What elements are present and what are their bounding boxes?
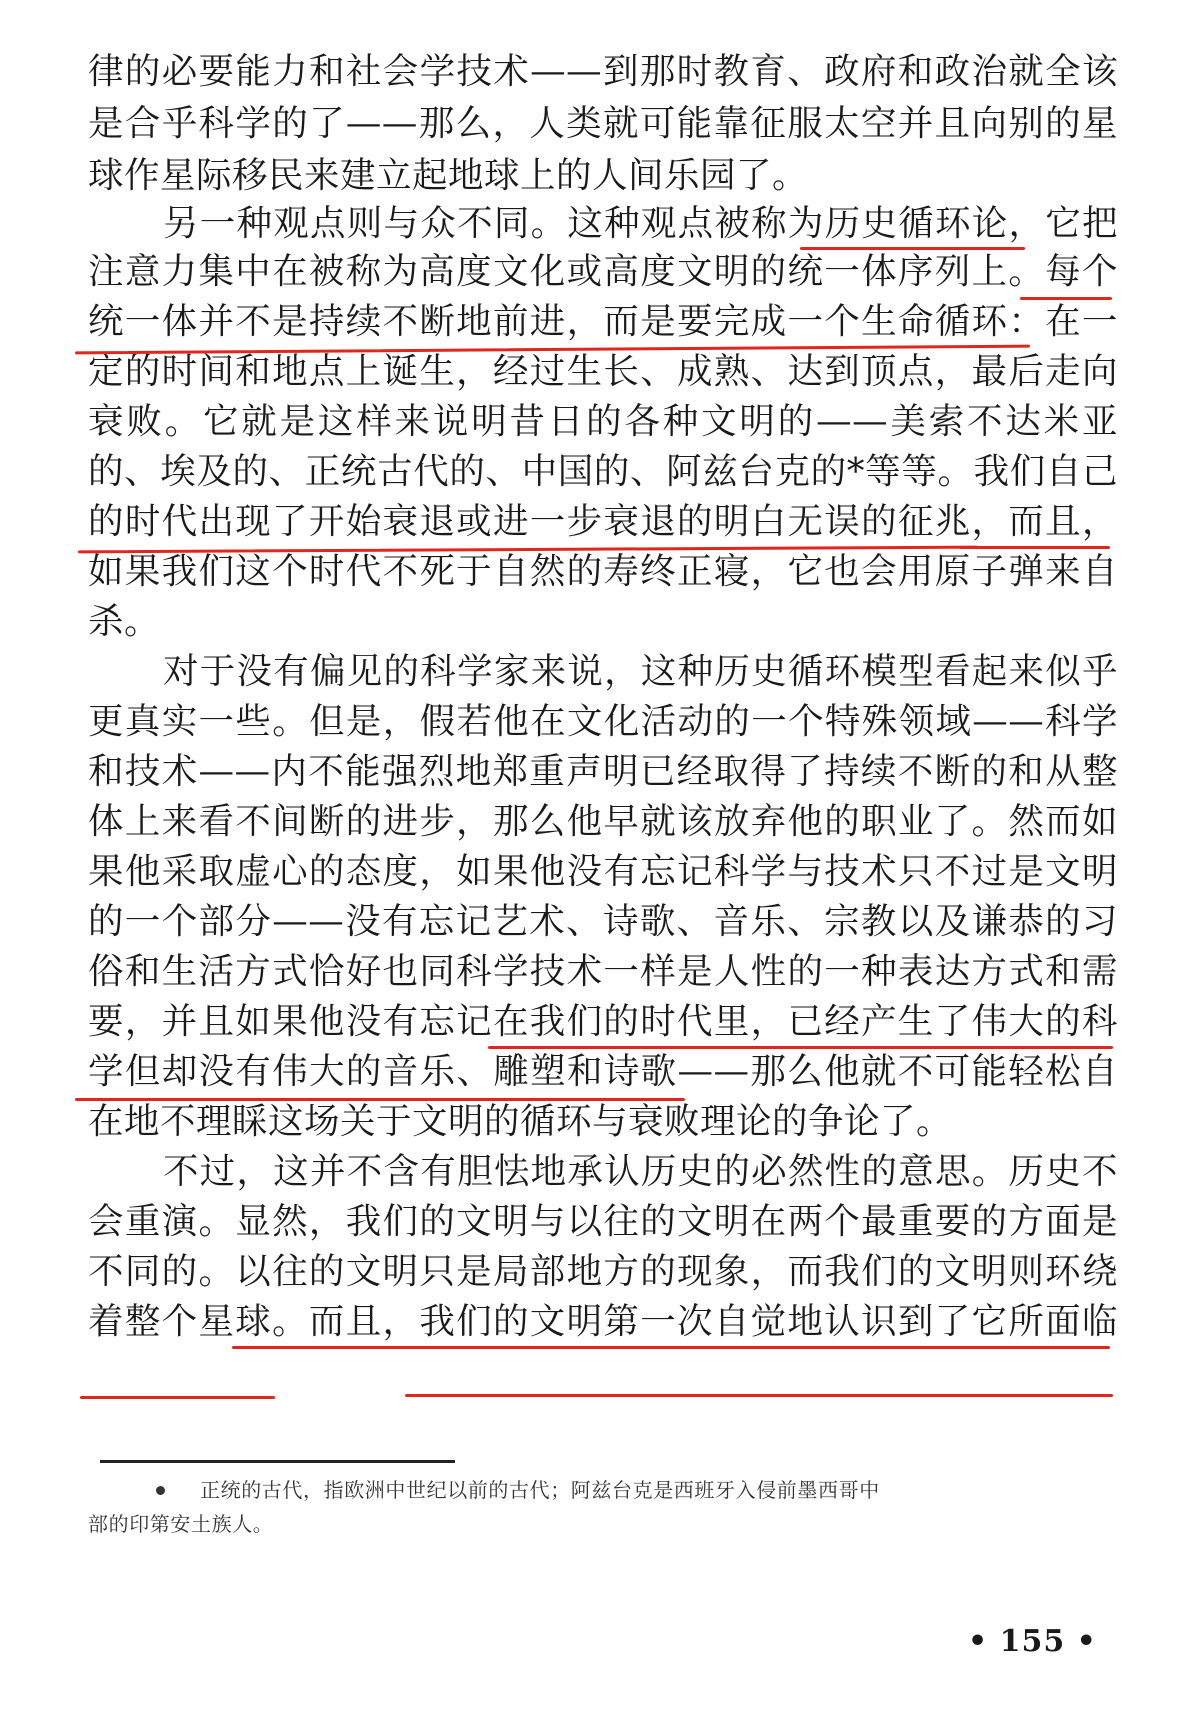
paragraph-first-line: 另一种观点则与众不同。这种观点被称为历史循环论，它把 — [163, 203, 1118, 244]
red-underline — [80, 1396, 275, 1399]
red-underline — [232, 1346, 1110, 1349]
page-number: • 155 • — [968, 1624, 1097, 1659]
text-line: 统一体并不是持续不断地前进，而是要完成一个生命循环：在一 — [88, 301, 1118, 342]
text-line: 不同的。以往的文明只是局部地方的现象，而我们的文明则环绕 — [88, 1251, 1118, 1292]
text-line: 果他采取虚心的态度，如果他没有忘记科学与技术只不过是文明 — [88, 851, 1118, 892]
text-line: 着整个星球。而且，我们的文明第一次自觉地认识到了它所面临 — [88, 1301, 1118, 1342]
text-line: 更真实一些。但是，假若他在文化活动的一个特殊领域——科学 — [88, 701, 1118, 742]
text-line: 的时代出现了开始衰退或进一步衰退的明白无误的征兆，而且， — [88, 501, 1118, 542]
text-line: 杀。 — [88, 601, 161, 642]
red-underline — [800, 247, 1025, 250]
paragraph-first-line: 不过，这并不含有胆怯地承认历史的必然性的意思。历史不 — [163, 1151, 1118, 1192]
red-underline — [960, 546, 1110, 549]
text-line: 律的必要能力和社会学技术——到那时教育、政府和政治就全该 — [88, 51, 1118, 92]
footnote-text: 部的印第安土族人。 — [88, 1512, 274, 1536]
text-line: 是合乎科学的了——那么，人类就可能靠征服太空并且向别的星 — [88, 103, 1118, 144]
red-underline — [405, 1394, 1113, 1397]
red-underline — [488, 1046, 1113, 1049]
text-line: 衰败。它就是这样来说明昔日的各种文明的——美索不达米亚 — [88, 401, 1118, 442]
text-line: 学但却没有伟大的音乐、雕塑和诗歌——那么他就不可能轻松自 — [88, 1051, 1118, 1092]
text-line: 的一个部分——没有忘记艺术、诗歌、音乐、宗教以及谦恭的习 — [88, 901, 1118, 942]
text-line: 如果我们这个时代不死于自然的寿终正寝，它也会用原子弹来自 — [88, 551, 1118, 592]
text-line: 球作星际移民来建立起地球上的人间乐园了。 — [88, 155, 809, 196]
text-line: 注意力集中在被称为高度文化或高度文明的统一体序列上。每个 — [88, 251, 1118, 292]
paragraph-first-line: 对于没有偏见的科学家来说，这种历史循环模型看起来似乎 — [163, 651, 1118, 692]
red-underline — [1020, 297, 1112, 300]
text-line: 要，并且如果他没有忘记在我们的时代里，已经产生了伟大的科 — [88, 1001, 1118, 1042]
text-line: 俗和生活方式恰好也同科学技术一样是人性的一种表达方式和需 — [88, 951, 1118, 992]
text-line: 和技术——内不能强烈地郑重声明已经取得了持续不断的和从整 — [88, 751, 1118, 792]
text-line: 定的时间和地点上诞生，经过生长、成熟、达到顶点，最后走向 — [88, 351, 1118, 392]
text-line: 会重演。显然，我们的文明与以往的文明在两个最重要的方面是 — [88, 1201, 1118, 1242]
footnote-marker — [156, 1486, 165, 1495]
footnote-text: 正统的古代，指欧洲中世纪以前的古代；阿兹台克是西班牙入侵前墨西哥中 — [200, 1478, 880, 1502]
red-underline — [75, 1098, 685, 1101]
footnote-rule — [100, 1460, 455, 1463]
text-line: 体上来看不间断的进步，那么他早就该放弃他的职业了。然而如 — [88, 801, 1118, 842]
text-line: 的、埃及的、正统古代的、中国的、阿兹台克的*等等。我们自己 — [88, 451, 1118, 492]
text-line: 在地不理睬这场关于文明的循环与衰败理论的争论了。 — [88, 1101, 953, 1142]
